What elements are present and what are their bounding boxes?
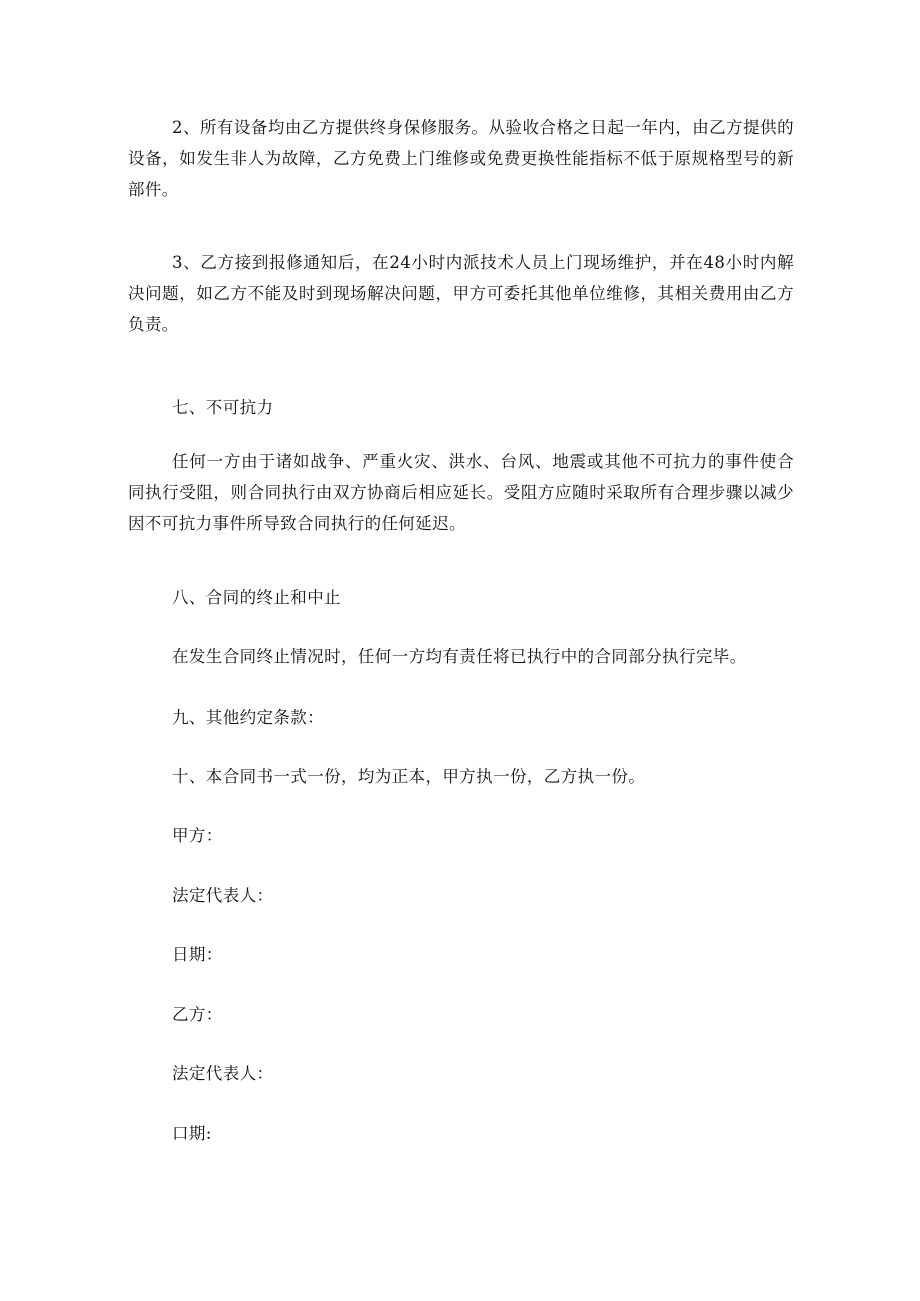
party-a-label: 甲方： bbox=[172, 826, 223, 845]
force-majeure-paragraph: 任何一方由于诸如战争、严重火灾、洪水、台风、地震或其他不可抗力的事件使合同执行受阻，则合同执行由双方协商后相应延长。受阻方应随时采取所有合理步骤以减少因不可抗力事件所导致合同执行的任何延迟。 bbox=[128, 452, 794, 533]
section-9-heading: 九、其他约定条款： bbox=[172, 708, 325, 727]
legal-rep-a-label: 法定代表人： bbox=[172, 886, 274, 905]
section-7-heading: 七、不可抗力 bbox=[172, 398, 274, 417]
section-8-heading: 八、合同的终止和中止 bbox=[172, 588, 341, 607]
legal-rep-b-label: 法定代表人： bbox=[172, 1064, 274, 1083]
date-a-label: 日期： bbox=[172, 945, 223, 964]
section-10-paragraph: 十、本合同书一式一份，均为正本，甲方执一份，乙方执一份。 bbox=[172, 767, 646, 786]
party-b-label: 乙方： bbox=[172, 1005, 223, 1024]
termination-paragraph: 在发生合同终止情况时，任何一方均有责任将已执行中的合同部分执行完毕。 bbox=[172, 647, 747, 666]
clause-2-paragraph: 2、所有设备均由乙方提供终身保修服务。从验收合格之日起一年内，由乙方提供的设备，如发生非人为故障，乙方免费上门维修或免费更换性能指标不低于原规格型号的新部件。 bbox=[128, 118, 794, 199]
clause-3-paragraph: 3、乙方接到报修通知后，在24小时内派技术人员上门现场维护，并在48小时内解决问题，如乙方不能及时到现场解决问题，甲方可委托其他单位维修，其相关费用由乙方负责。 bbox=[128, 253, 794, 334]
date-b-label: 口期: bbox=[172, 1124, 212, 1143]
